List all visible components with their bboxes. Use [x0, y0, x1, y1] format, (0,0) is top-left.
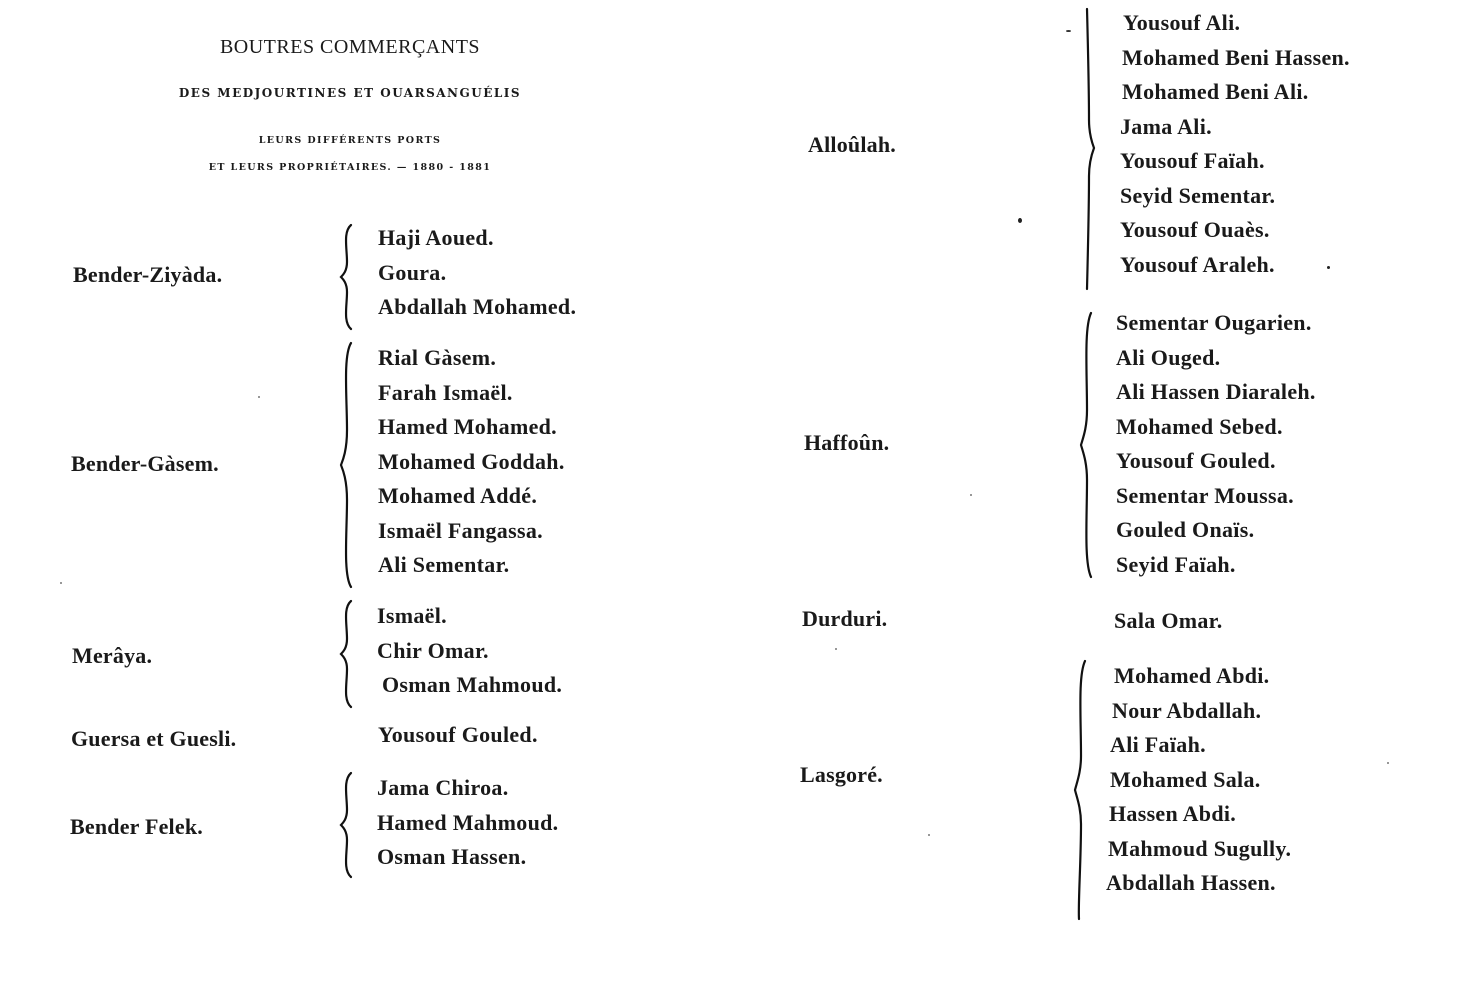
brace-icon — [340, 600, 354, 708]
owner-name: Yousouf Araleh. — [1120, 251, 1275, 277]
owner-name: Hamed Mohamed. — [378, 414, 557, 439]
port-name: Lasgoré. — [800, 762, 883, 787]
brace-icon — [340, 342, 354, 588]
owner-name: Osman Hassen. — [377, 844, 527, 869]
owner-name: Mohamed Beni Hassen. — [1122, 44, 1350, 70]
port-name: Merâya. — [72, 643, 153, 668]
owner-name: Ali Sementar. — [378, 552, 510, 577]
owner-name: Mohamed Beni Ali. — [1122, 79, 1309, 104]
owner-name: Mahmoud Sugully. — [1108, 835, 1292, 861]
owner-name: Mohamed Sala. — [1110, 766, 1261, 792]
owner-name: Sementar Moussa. — [1116, 482, 1294, 508]
owner-name: Chir Omar. — [377, 637, 489, 663]
owner-name: Seyid Faïah. — [1116, 551, 1236, 577]
owner-name: Mohamed Abdi. — [1114, 663, 1270, 688]
owner-name: Mohamed Goddah. — [378, 448, 565, 474]
owner-list — [1114, 604, 1223, 639]
subheading-ports: LEURS DIFFÉRENTS PORTS — [258, 135, 442, 146]
port-name: Alloûlah. — [808, 132, 896, 157]
port-name: Bender-Gàsem. — [71, 451, 219, 476]
owner-name: Ali Faïah. — [1110, 732, 1206, 757]
owner-name: Seyid Sementar. — [1120, 182, 1276, 208]
owner-name: Ismaël Fangassa. — [378, 517, 543, 543]
owner-name: Mohamed Sebed. — [1116, 413, 1283, 439]
owner-name: Nour Abdallah. — [1112, 697, 1262, 723]
scan-speck — [1327, 266, 1330, 269]
owner-name: Ali Ouged. — [1116, 344, 1221, 370]
owner-list — [1120, 6, 1350, 282]
brace-icon — [1080, 312, 1094, 578]
owner-list — [378, 221, 576, 325]
subheading-owners: ET LEURS PROPRIÉTAIRES. — 1880 - 1881 — [208, 162, 492, 173]
port-name: Haffoûn. — [804, 430, 890, 455]
owner-name: Yousouf Faïah. — [1120, 148, 1265, 173]
port-name: Bender-Ziyàda. — [73, 262, 223, 287]
scan-speck — [835, 648, 837, 650]
owner-name: Rial Gàsem. — [378, 345, 497, 370]
scan-speck — [258, 396, 260, 398]
owner-name: Yousouf Gouled. — [1116, 448, 1276, 473]
owner-name: Sala Omar. — [1114, 608, 1223, 633]
owner-list — [378, 718, 538, 753]
port-name: Durduri. — [802, 606, 888, 631]
brace-icon — [1074, 660, 1088, 920]
brace-icon — [340, 224, 354, 330]
owner-name: Jama Ali. — [1120, 113, 1212, 139]
scan-speck — [928, 834, 930, 836]
owner-name: Abdallah Hassen. — [1106, 870, 1276, 895]
owner-list — [1106, 659, 1291, 901]
owner-name: Gouled Onaïs. — [1116, 517, 1255, 542]
owner-name: Farah Ismaël. — [378, 379, 513, 405]
scan-speck — [1387, 762, 1389, 764]
owner-list — [1116, 306, 1316, 582]
document-title: BOUTRES COMMERÇANTS — [219, 36, 481, 58]
owner-name: Haji Aoued. — [378, 225, 494, 250]
scan-speck — [60, 582, 62, 584]
owner-name: Mohamed Addé. — [378, 483, 538, 508]
owner-name: Osman Mahmoud. — [382, 672, 563, 697]
owner-name: Hamed Mahmoud. — [377, 809, 559, 835]
owner-name: Hassen Abdi. — [1109, 801, 1237, 826]
owner-name: Ali Hassen Diaraleh. — [1116, 379, 1316, 404]
owner-list — [377, 771, 558, 875]
owner-name: Yousouf Gouled. — [378, 722, 538, 747]
document-subtitle: DES MEDJOURTINES ET OUARSANGUÉLIS — [178, 86, 522, 100]
owner-name: Jama Chiroa. — [377, 775, 509, 800]
owner-name: Sementar Ougarien. — [1116, 310, 1312, 335]
scan-speck — [970, 494, 972, 496]
scan-speck — [1066, 30, 1071, 32]
owner-list — [377, 599, 562, 703]
scan-speck — [1018, 218, 1022, 223]
owner-name: Ismaël. — [377, 603, 447, 628]
port-name: Bender Felek. — [70, 814, 203, 839]
brace-icon — [340, 772, 354, 878]
brace-icon — [1082, 8, 1096, 290]
owner-name: Yousouf Ali. — [1123, 10, 1241, 35]
owner-list — [378, 341, 565, 583]
owner-name: Abdallah Mohamed. — [378, 294, 577, 319]
port-name: Guersa et Guesli. — [71, 726, 237, 751]
owner-name: Goura. — [378, 259, 447, 285]
owner-name: Yousouf Ouaès. — [1120, 217, 1270, 242]
